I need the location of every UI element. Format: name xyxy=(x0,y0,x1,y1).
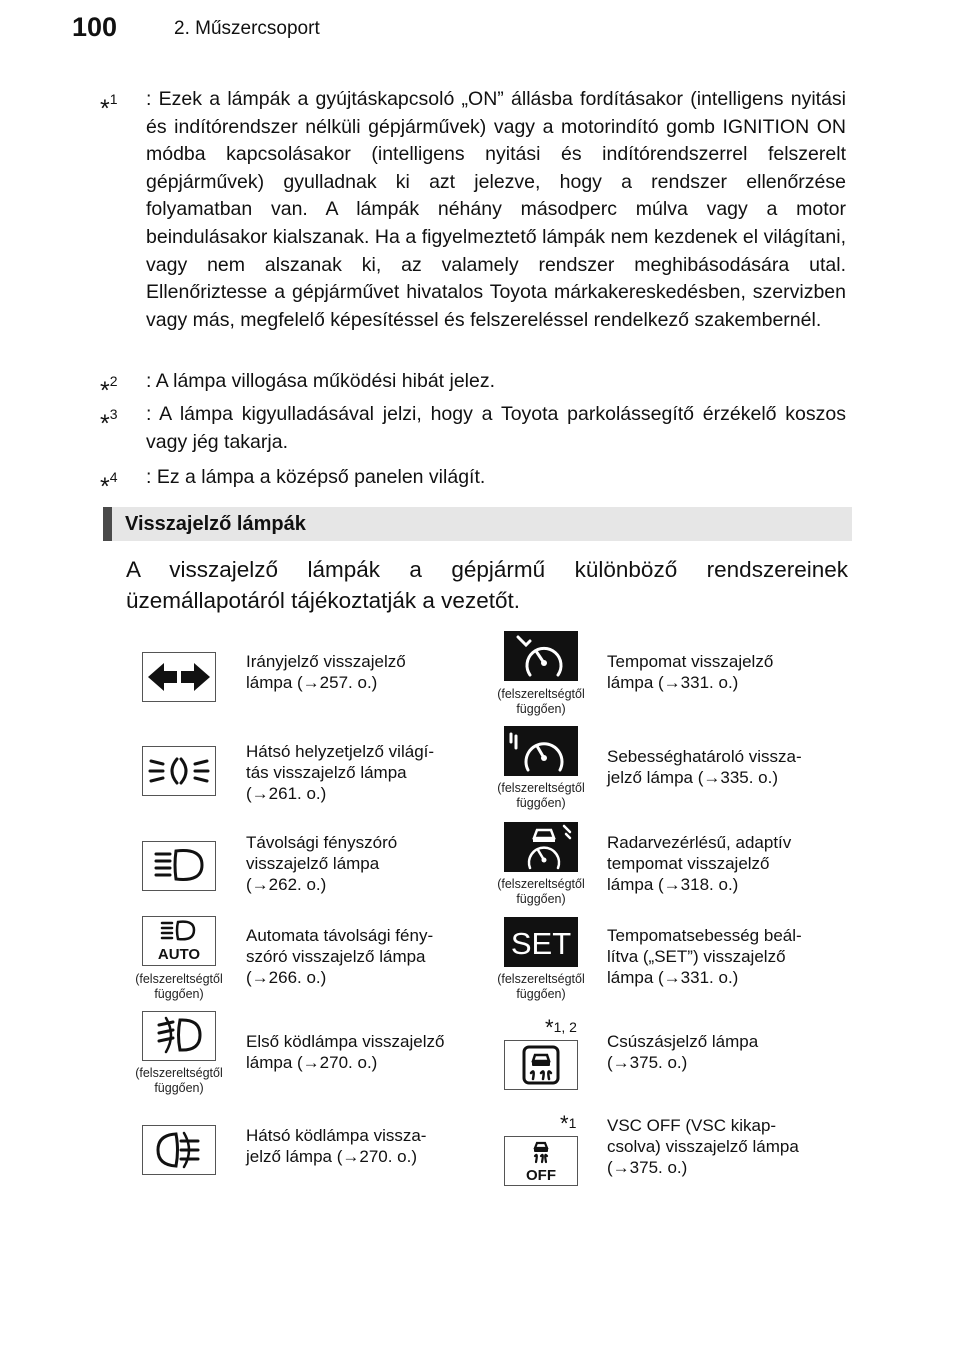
speed-limiter-icon xyxy=(504,726,578,776)
footnote-text: : A lámpa villogása működési hibát jelez. xyxy=(146,370,496,392)
section-header xyxy=(103,507,852,541)
set-description: Tempomatsebesség beál- lítva („SET”) visszajelző lámpa (→331. o.) xyxy=(607,926,802,987)
intro-paragraph: A visszajelző lámpák a gépjármű különböző rendszereinek üzemállapotáról tájékoztatják a vezetőt. xyxy=(126,557,848,613)
set-label: SET xyxy=(510,926,572,961)
cruise-control-description: Tempomat visszajelző lámpa (→331. o.) xyxy=(607,652,774,692)
high-beam-icon xyxy=(142,841,216,891)
high-beam-description: Távolsági fényszóró visszajelző lámpa (→262. o.) xyxy=(246,833,398,894)
front-fog-icon xyxy=(142,1011,216,1061)
turn-signal-description: Irányjelző visszajelző lámpa (→257. o.) xyxy=(246,652,406,692)
vsc-off-description: VSC OFF (VSC kikap- csolva) visszajelző lámpa (→375. o.) xyxy=(607,1116,799,1177)
optional-note: (felszereltségtől függően) xyxy=(135,972,223,1001)
auto-label: AUTO xyxy=(157,946,201,963)
cruise-control-icon xyxy=(504,631,578,681)
optional-note: (felszereltségtől függően) xyxy=(497,781,585,810)
footnote-3: *$^3$ : A lámpa kigyulladásával jelzi, hogy a Toyota parkolássegítő érzékelő koszos vagy jég takarja. xyxy=(100,401,846,456)
rear-fog-description: Hátsó ködlámpa vissza- jelző lámpa (→270. o.) xyxy=(246,1126,427,1166)
slip-indicator-description: Csúszásjelző lámpa (→375. o.) xyxy=(607,1032,759,1072)
footnote-1: *$^1$ : Ezek a lámpák a gyújtáskapcsoló „ON” állásba fordításakor (intelligens nyitási és indítórendszer nélküli gépjárművek) vagy a motorindító gomb IGNITION ON módba kapcsolásakor (intelligens nyitási és indítórendszerrel felszerelt gépjárművek) gyulladnak ki azt jelezve, hogy a rendszer ellenőrzése folyamatban van. A lámpák néhány másodperc múlva vagy a motor beindulásakor kialszanak. Ha a figyelmeztető lámpák nem kezdenek el világítani, vagy nem alszanak ki, az valamely rendszer meghibásodására utal. Ellenőriztesse a gépjárművet hivatalos Toyota márkakereskedésben, szervizben vagy más, megfelelő képesítéssel és felszereléssel rendelkező szakembernél. xyxy=(100,86,846,334)
set-icon xyxy=(504,917,578,967)
radar-cruise-icon xyxy=(504,822,578,872)
page-number: 100 xyxy=(72,12,118,42)
auto-high-beam-description: Automata távolsági fény- szóró visszajelző lámpa (→266. o.) xyxy=(246,926,434,987)
front-fog-description: Első ködlámpa visszajelző lámpa (→270. o.) xyxy=(246,1032,445,1072)
optional-note: (felszereltségtől függően) xyxy=(497,877,585,906)
optional-note: (felszereltségtől függően) xyxy=(497,687,585,716)
rear-fog-icon xyxy=(142,1125,216,1175)
speed-limiter-description: Sebességhatároló vissza- jelző lámpa (→335. o.) xyxy=(607,747,802,787)
footnote-ref: *1 xyxy=(560,1111,577,1136)
footnote-text: : A lámpa kigyulladásával jelzi, hogy a Toyota parkolássegítő érzékelő koszos vagy jég takarja. xyxy=(146,403,846,453)
footnote-text: : Ez a lámpa a középső panelen világít. xyxy=(146,466,486,488)
vsc-off-icon xyxy=(504,1136,578,1186)
section-title: Visszajelző lámpák xyxy=(125,513,306,535)
footnote-ref: *1, 2 xyxy=(545,1015,577,1040)
chapter-title: 2. Műszercsoport xyxy=(174,18,320,39)
slip-indicator-icon xyxy=(504,1040,578,1090)
footnote-text: : Ezek a lámpák a gyújtáskapcsoló „ON” állásba fordításakor (intelligens nyitási és indítórendszer nélküli gépjárművek) vagy a motorindító gomb IGNITION ON módba kapcsolásakor (intelligens nyitási és indítórendszerrel felszerelt gépjárművek) gyulladnak ki azt jelezve, hogy a rendszer ellenőrzése folyamatban van. A lámpák néhány másodperc múlva vagy a motor beindulásakor kialszanak. Ha a figyelmeztető lámpák nem kezdenek el világítani, vagy nem alszanak ki, az valamely rendszer meghibásodására utal. Ellenőriztesse a gépjárművet hivatalos Toyota márkakereskedésben, szervizben vagy más, megfelelő képesítéssel és felszereléssel rendelkező szakembernél. xyxy=(146,88,846,331)
off-label: OFF xyxy=(526,1167,556,1184)
optional-note: (felszereltségtől függően) xyxy=(497,972,585,1001)
radar-cruise-description: Radarvezérlésű, adaptív tempomat visszajelző lámpa (→318. o.) xyxy=(607,833,792,894)
turn-signal-icon xyxy=(142,652,216,702)
footnote-4: *$^4$ : Ez a lámpa a középső panelen világít. xyxy=(100,464,846,492)
footnote-2: *$^2$ : A lámpa villogása működési hibát jelez. xyxy=(100,368,846,396)
auto-high-beam-icon xyxy=(142,916,216,966)
optional-note: (felszereltségtől függően) xyxy=(135,1066,223,1095)
tail-light-description: Hátsó helyzetjelző világí- tás visszajelző lámpa (→261. o.) xyxy=(246,742,435,803)
tail-light-icon xyxy=(142,746,216,796)
